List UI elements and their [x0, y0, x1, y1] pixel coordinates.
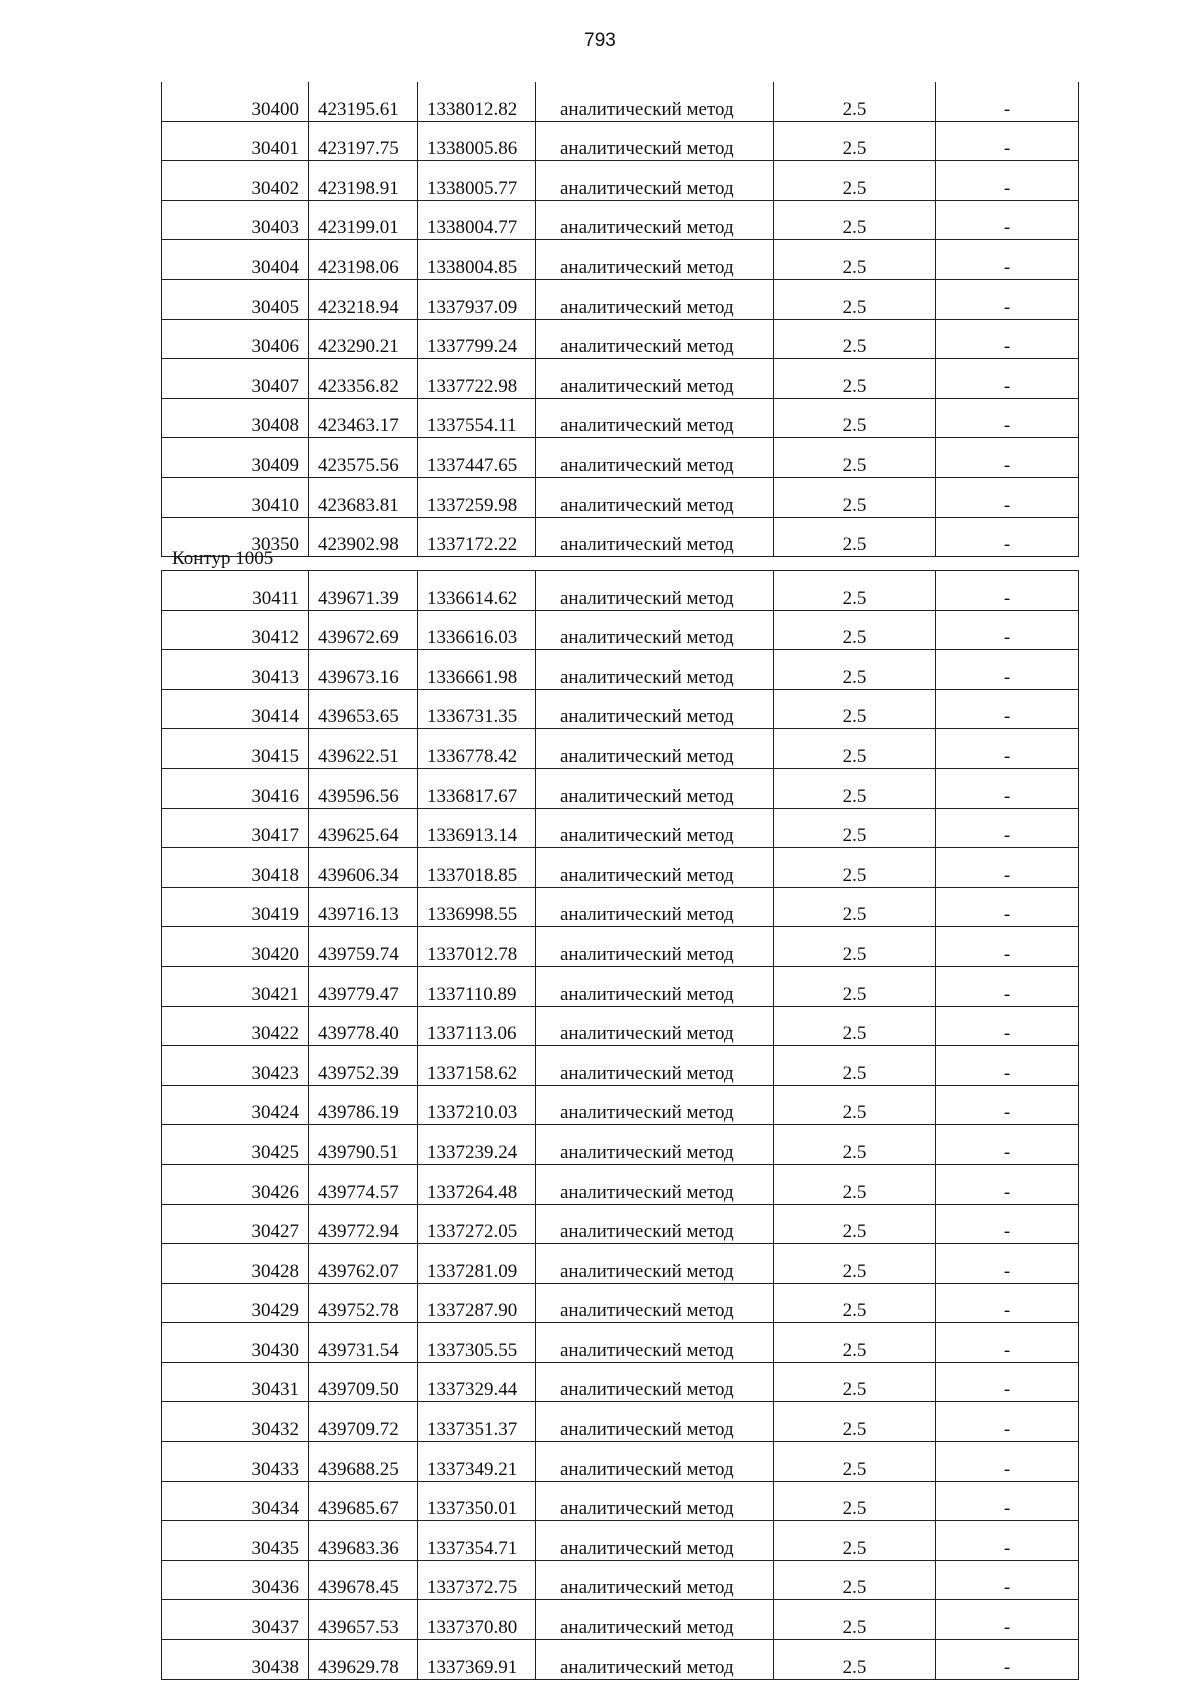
- table-row: [162, 1085, 1079, 1125]
- x-coordinate-cell: 439774.57: [309, 1164, 418, 1204]
- point-number-cell: 30437: [162, 1600, 309, 1640]
- method-cell: аналитический метод: [536, 1204, 774, 1244]
- method-cell: аналитический метод: [536, 1560, 774, 1600]
- description-cell: -: [936, 398, 1079, 438]
- point-number-cell: 30350: [162, 517, 309, 557]
- point-number-cell: 30435: [162, 1521, 309, 1561]
- description-cell: -: [936, 438, 1079, 478]
- method-cell: аналитический метод: [536, 161, 774, 201]
- method-cell: аналитический метод: [536, 517, 774, 557]
- method-cell: аналитический метод: [536, 1521, 774, 1561]
- coordinates-table-1: [161, 82, 1079, 557]
- method-cell: аналитический метод: [536, 1125, 774, 1165]
- table-row: [162, 768, 1079, 808]
- accuracy-cell: 2.5: [774, 1481, 936, 1521]
- point-number-cell: 30412: [162, 610, 309, 650]
- x-coordinate-cell: 439671.39: [309, 571, 418, 611]
- point-number-cell: 30430: [162, 1323, 309, 1363]
- method-cell: аналитический метод: [536, 82, 774, 121]
- table-row: [162, 610, 1079, 650]
- point-number-cell: 30414: [162, 689, 309, 729]
- table-row: [162, 121, 1079, 161]
- y-coordinate-cell: 1336998.55: [418, 887, 536, 927]
- y-coordinate-cell: 1337372.75: [418, 1560, 536, 1600]
- y-coordinate-cell: 1337272.05: [418, 1204, 536, 1244]
- table-row: [162, 517, 1079, 557]
- y-coordinate-cell: 1337369.91: [418, 1640, 536, 1680]
- y-coordinate-cell: 1336731.35: [418, 689, 536, 729]
- y-coordinate-cell: 1337722.98: [418, 359, 536, 399]
- accuracy-cell: 2.5: [774, 359, 936, 399]
- method-cell: аналитический метод: [536, 650, 774, 690]
- description-cell: -: [936, 768, 1079, 808]
- x-coordinate-cell: 439678.45: [309, 1560, 418, 1600]
- accuracy-cell: 2.5: [774, 279, 936, 319]
- method-cell: аналитический метод: [536, 1481, 774, 1521]
- description-cell: -: [936, 610, 1079, 650]
- table-row: [162, 1442, 1079, 1482]
- point-number-cell: 30428: [162, 1244, 309, 1284]
- accuracy-cell: 2.5: [774, 477, 936, 517]
- y-coordinate-cell: 1337264.48: [418, 1164, 536, 1204]
- y-coordinate-cell: 1337447.65: [418, 438, 536, 478]
- table-row: [162, 200, 1079, 240]
- point-number-cell: 30420: [162, 927, 309, 967]
- table-row: [162, 887, 1079, 927]
- accuracy-cell: 2.5: [774, 1046, 936, 1086]
- description-cell: -: [936, 571, 1079, 611]
- method-cell: аналитический метод: [536, 1442, 774, 1482]
- accuracy-cell: 2.5: [774, 1283, 936, 1323]
- y-coordinate-cell: 1336817.67: [418, 768, 536, 808]
- method-cell: аналитический метод: [536, 887, 774, 927]
- accuracy-cell: 2.5: [774, 1244, 936, 1284]
- method-cell: аналитический метод: [536, 689, 774, 729]
- y-coordinate-cell: 1337281.09: [418, 1244, 536, 1284]
- y-coordinate-cell: 1337354.71: [418, 1521, 536, 1561]
- point-number-cell: 30416: [162, 768, 309, 808]
- point-number-cell: 30410: [162, 477, 309, 517]
- point-number-cell: 30401: [162, 121, 309, 161]
- y-coordinate-cell: 1337349.21: [418, 1442, 536, 1482]
- accuracy-cell: 2.5: [774, 82, 936, 121]
- table-row: [162, 1244, 1079, 1284]
- method-cell: аналитический метод: [536, 200, 774, 240]
- method-cell: аналитический метод: [536, 438, 774, 478]
- table-row: [162, 571, 1079, 611]
- y-coordinate-cell: 1337110.89: [418, 966, 536, 1006]
- x-coordinate-cell: 439786.19: [309, 1085, 418, 1125]
- accuracy-cell: 2.5: [774, 1600, 936, 1640]
- point-number-cell: 30429: [162, 1283, 309, 1323]
- table-row: [162, 161, 1079, 201]
- description-cell: -: [936, 927, 1079, 967]
- x-coordinate-cell: 439772.94: [309, 1204, 418, 1244]
- table-row: [162, 1283, 1079, 1323]
- page-number: 793: [584, 30, 616, 51]
- y-coordinate-cell: 1337554.11: [418, 398, 536, 438]
- y-coordinate-cell: 1337172.22: [418, 517, 536, 557]
- accuracy-cell: 2.5: [774, 240, 936, 280]
- x-coordinate-cell: 439672.69: [309, 610, 418, 650]
- x-coordinate-cell: 439759.74: [309, 927, 418, 967]
- accuracy-cell: 2.5: [774, 689, 936, 729]
- description-cell: -: [936, 359, 1079, 399]
- table-row: [162, 1204, 1079, 1244]
- x-coordinate-cell: 439622.51: [309, 729, 418, 769]
- x-coordinate-cell: 423683.81: [309, 477, 418, 517]
- accuracy-cell: 2.5: [774, 848, 936, 888]
- y-coordinate-cell: 1338004.77: [418, 200, 536, 240]
- method-cell: аналитический метод: [536, 1600, 774, 1640]
- description-cell: -: [936, 1085, 1079, 1125]
- description-cell: -: [936, 477, 1079, 517]
- y-coordinate-cell: 1336616.03: [418, 610, 536, 650]
- x-coordinate-cell: 439673.16: [309, 650, 418, 690]
- description-cell: -: [936, 279, 1079, 319]
- accuracy-cell: 2.5: [774, 1204, 936, 1244]
- x-coordinate-cell: 423197.75: [309, 121, 418, 161]
- x-coordinate-cell: 439625.64: [309, 808, 418, 848]
- accuracy-cell: 2.5: [774, 121, 936, 161]
- accuracy-cell: 2.5: [774, 610, 936, 650]
- accuracy-cell: 2.5: [774, 1402, 936, 1442]
- table-row: [162, 1560, 1079, 1600]
- description-cell: -: [936, 848, 1079, 888]
- y-coordinate-cell: 1337287.90: [418, 1283, 536, 1323]
- x-coordinate-cell: 439685.67: [309, 1481, 418, 1521]
- point-number-cell: 30423: [162, 1046, 309, 1086]
- description-cell: -: [936, 689, 1079, 729]
- method-cell: аналитический метод: [536, 1046, 774, 1086]
- description-cell: -: [936, 1600, 1079, 1640]
- description-cell: -: [936, 1481, 1079, 1521]
- method-cell: аналитический метод: [536, 610, 774, 650]
- description-cell: -: [936, 1046, 1079, 1086]
- y-coordinate-cell: 1337329.44: [418, 1362, 536, 1402]
- description-cell: -: [936, 1560, 1079, 1600]
- method-cell: аналитический метод: [536, 848, 774, 888]
- point-number-cell: 30400: [162, 82, 309, 121]
- description-cell: -: [936, 966, 1079, 1006]
- y-coordinate-cell: 1337351.37: [418, 1402, 536, 1442]
- description-cell: -: [936, 1283, 1079, 1323]
- y-coordinate-cell: 1338005.77: [418, 161, 536, 201]
- point-number-cell: 30427: [162, 1204, 309, 1244]
- y-coordinate-cell: 1338012.82: [418, 82, 536, 121]
- accuracy-cell: 2.5: [774, 571, 936, 611]
- method-cell: аналитический метод: [536, 808, 774, 848]
- accuracy-cell: 2.5: [774, 1323, 936, 1363]
- accuracy-cell: 2.5: [774, 808, 936, 848]
- accuracy-cell: 2.5: [774, 966, 936, 1006]
- x-coordinate-cell: 439716.13: [309, 887, 418, 927]
- table-row: [162, 279, 1079, 319]
- accuracy-cell: 2.5: [774, 768, 936, 808]
- accuracy-cell: 2.5: [774, 1521, 936, 1561]
- description-cell: -: [936, 1204, 1079, 1244]
- table-row: [162, 438, 1079, 478]
- description-cell: -: [936, 161, 1079, 201]
- x-coordinate-cell: 423463.17: [309, 398, 418, 438]
- accuracy-cell: 2.5: [774, 1164, 936, 1204]
- method-cell: аналитический метод: [536, 477, 774, 517]
- table-row: [162, 359, 1079, 399]
- accuracy-cell: 2.5: [774, 438, 936, 478]
- y-coordinate-cell: 1337305.55: [418, 1323, 536, 1363]
- table-row: [162, 82, 1079, 121]
- accuracy-cell: 2.5: [774, 517, 936, 557]
- method-cell: аналитический метод: [536, 359, 774, 399]
- accuracy-cell: 2.5: [774, 1640, 936, 1680]
- x-coordinate-cell: 439752.78: [309, 1283, 418, 1323]
- method-cell: аналитический метод: [536, 1640, 774, 1680]
- accuracy-cell: 2.5: [774, 200, 936, 240]
- method-cell: аналитический метод: [536, 1402, 774, 1442]
- x-coordinate-cell: 423902.98: [309, 517, 418, 557]
- description-cell: -: [936, 808, 1079, 848]
- x-coordinate-cell: 439688.25: [309, 1442, 418, 1482]
- x-coordinate-cell: 423575.56: [309, 438, 418, 478]
- method-cell: аналитический метод: [536, 279, 774, 319]
- y-coordinate-cell: 1337370.80: [418, 1600, 536, 1640]
- table-row: [162, 848, 1079, 888]
- description-cell: -: [936, 319, 1079, 359]
- point-number-cell: 30407: [162, 359, 309, 399]
- method-cell: аналитический метод: [536, 1323, 774, 1363]
- accuracy-cell: 2.5: [774, 650, 936, 690]
- description-cell: -: [936, 517, 1079, 557]
- table-row: [162, 1481, 1079, 1521]
- description-cell: -: [936, 82, 1079, 121]
- method-cell: аналитический метод: [536, 121, 774, 161]
- point-number-cell: 30413: [162, 650, 309, 690]
- method-cell: аналитический метод: [536, 1283, 774, 1323]
- x-coordinate-cell: 423198.91: [309, 161, 418, 201]
- table-row: [162, 1006, 1079, 1046]
- description-cell: -: [936, 1006, 1079, 1046]
- table-row: [162, 927, 1079, 967]
- accuracy-cell: 2.5: [774, 1006, 936, 1046]
- x-coordinate-cell: 423218.94: [309, 279, 418, 319]
- method-cell: аналитический метод: [536, 1085, 774, 1125]
- x-coordinate-cell: 423198.06: [309, 240, 418, 280]
- point-number-cell: 30425: [162, 1125, 309, 1165]
- description-cell: -: [936, 1244, 1079, 1284]
- point-number-cell: 30426: [162, 1164, 309, 1204]
- method-cell: аналитический метод: [536, 1164, 774, 1204]
- y-coordinate-cell: 1336661.98: [418, 650, 536, 690]
- point-number-cell: 30403: [162, 200, 309, 240]
- description-cell: -: [936, 121, 1079, 161]
- table-row: [162, 319, 1079, 359]
- method-cell: аналитический метод: [536, 1244, 774, 1284]
- x-coordinate-cell: 439731.54: [309, 1323, 418, 1363]
- table-row: [162, 1521, 1079, 1561]
- accuracy-cell: 2.5: [774, 319, 936, 359]
- x-coordinate-cell: 439752.39: [309, 1046, 418, 1086]
- y-coordinate-cell: 1338005.86: [418, 121, 536, 161]
- method-cell: аналитический метод: [536, 1362, 774, 1402]
- description-cell: -: [936, 1323, 1079, 1363]
- x-coordinate-cell: 423356.82: [309, 359, 418, 399]
- x-coordinate-cell: 439762.07: [309, 1244, 418, 1284]
- description-cell: -: [936, 729, 1079, 769]
- table-row: [162, 1164, 1079, 1204]
- x-coordinate-cell: 439683.36: [309, 1521, 418, 1561]
- x-coordinate-cell: 439779.47: [309, 966, 418, 1006]
- accuracy-cell: 2.5: [774, 398, 936, 438]
- method-cell: аналитический метод: [536, 571, 774, 611]
- table-row: [162, 1046, 1079, 1086]
- y-coordinate-cell: 1337350.01: [418, 1481, 536, 1521]
- x-coordinate-cell: 439596.56: [309, 768, 418, 808]
- point-number-cell: 30421: [162, 966, 309, 1006]
- point-number-cell: 30433: [162, 1442, 309, 1482]
- table-row: [162, 1125, 1079, 1165]
- point-number-cell: 30436: [162, 1560, 309, 1600]
- point-number-cell: 30406: [162, 319, 309, 359]
- method-cell: аналитический метод: [536, 966, 774, 1006]
- y-coordinate-cell: 1337210.03: [418, 1085, 536, 1125]
- coordinates-table-2: [161, 570, 1079, 1680]
- point-number-cell: 30422: [162, 1006, 309, 1046]
- y-coordinate-cell: 1337239.24: [418, 1125, 536, 1165]
- description-cell: -: [936, 1402, 1079, 1442]
- point-number-cell: 30417: [162, 808, 309, 848]
- accuracy-cell: 2.5: [774, 1560, 936, 1600]
- accuracy-cell: 2.5: [774, 1362, 936, 1402]
- accuracy-cell: 2.5: [774, 927, 936, 967]
- x-coordinate-cell: 439653.65: [309, 689, 418, 729]
- point-number-cell: 30409: [162, 438, 309, 478]
- table-row: [162, 1640, 1079, 1680]
- description-cell: -: [936, 1442, 1079, 1482]
- y-coordinate-cell: 1336614.62: [418, 571, 536, 611]
- description-cell: -: [936, 1362, 1079, 1402]
- y-coordinate-cell: 1336778.42: [418, 729, 536, 769]
- method-cell: аналитический метод: [536, 729, 774, 769]
- table-row: [162, 1600, 1079, 1640]
- x-coordinate-cell: 439606.34: [309, 848, 418, 888]
- description-cell: -: [936, 200, 1079, 240]
- x-coordinate-cell: 423290.21: [309, 319, 418, 359]
- point-number-cell: 30434: [162, 1481, 309, 1521]
- point-number-cell: 30419: [162, 887, 309, 927]
- method-cell: аналитический метод: [536, 927, 774, 967]
- accuracy-cell: 2.5: [774, 1085, 936, 1125]
- x-coordinate-cell: 439709.72: [309, 1402, 418, 1442]
- accuracy-cell: 2.5: [774, 729, 936, 769]
- description-cell: -: [936, 1640, 1079, 1680]
- x-coordinate-cell: 439657.53: [309, 1600, 418, 1640]
- point-number-cell: 30404: [162, 240, 309, 280]
- point-number-cell: 30418: [162, 848, 309, 888]
- section-label: Контур 1005: [172, 548, 274, 569]
- y-coordinate-cell: 1337113.06: [418, 1006, 536, 1046]
- accuracy-cell: 2.5: [774, 887, 936, 927]
- point-number-cell: 30402: [162, 161, 309, 201]
- description-cell: -: [936, 240, 1079, 280]
- x-coordinate-cell: 439629.78: [309, 1640, 418, 1680]
- table-row: [162, 729, 1079, 769]
- method-cell: аналитический метод: [536, 319, 774, 359]
- y-coordinate-cell: 1337018.85: [418, 848, 536, 888]
- x-coordinate-cell: 439709.50: [309, 1362, 418, 1402]
- description-cell: -: [936, 1521, 1079, 1561]
- table-row: [162, 689, 1079, 729]
- table-row: [162, 398, 1079, 438]
- point-number-cell: 30432: [162, 1402, 309, 1442]
- x-coordinate-cell: 439790.51: [309, 1125, 418, 1165]
- accuracy-cell: 2.5: [774, 1125, 936, 1165]
- accuracy-cell: 2.5: [774, 1442, 936, 1482]
- table-row: [162, 1323, 1079, 1363]
- y-coordinate-cell: 1337012.78: [418, 927, 536, 967]
- point-number-cell: 30415: [162, 729, 309, 769]
- table-row: [162, 1362, 1079, 1402]
- y-coordinate-cell: 1336913.14: [418, 808, 536, 848]
- description-cell: -: [936, 887, 1079, 927]
- y-coordinate-cell: 1337937.09: [418, 279, 536, 319]
- table-row: [162, 808, 1079, 848]
- point-number-cell: 30431: [162, 1362, 309, 1402]
- table-row: [162, 477, 1079, 517]
- point-number-cell: 30438: [162, 1640, 309, 1680]
- table-row: [162, 240, 1079, 280]
- point-number-cell: 30405: [162, 279, 309, 319]
- method-cell: аналитический метод: [536, 240, 774, 280]
- x-coordinate-cell: 439778.40: [309, 1006, 418, 1046]
- point-number-cell: 30408: [162, 398, 309, 438]
- table-row: [162, 966, 1079, 1006]
- method-cell: аналитический метод: [536, 398, 774, 438]
- method-cell: аналитический метод: [536, 768, 774, 808]
- description-cell: -: [936, 650, 1079, 690]
- y-coordinate-cell: 1337799.24: [418, 319, 536, 359]
- method-cell: аналитический метод: [536, 1006, 774, 1046]
- description-cell: -: [936, 1164, 1079, 1204]
- x-coordinate-cell: 423195.61: [309, 82, 418, 121]
- table-row: [162, 1402, 1079, 1442]
- accuracy-cell: 2.5: [774, 161, 936, 201]
- point-number-cell: 30424: [162, 1085, 309, 1125]
- point-number-cell: 30411: [162, 571, 309, 611]
- y-coordinate-cell: 1338004.85: [418, 240, 536, 280]
- y-coordinate-cell: 1337158.62: [418, 1046, 536, 1086]
- table-row: [162, 650, 1079, 690]
- description-cell: -: [936, 1125, 1079, 1165]
- y-coordinate-cell: 1337259.98: [418, 477, 536, 517]
- x-coordinate-cell: 423199.01: [309, 200, 418, 240]
